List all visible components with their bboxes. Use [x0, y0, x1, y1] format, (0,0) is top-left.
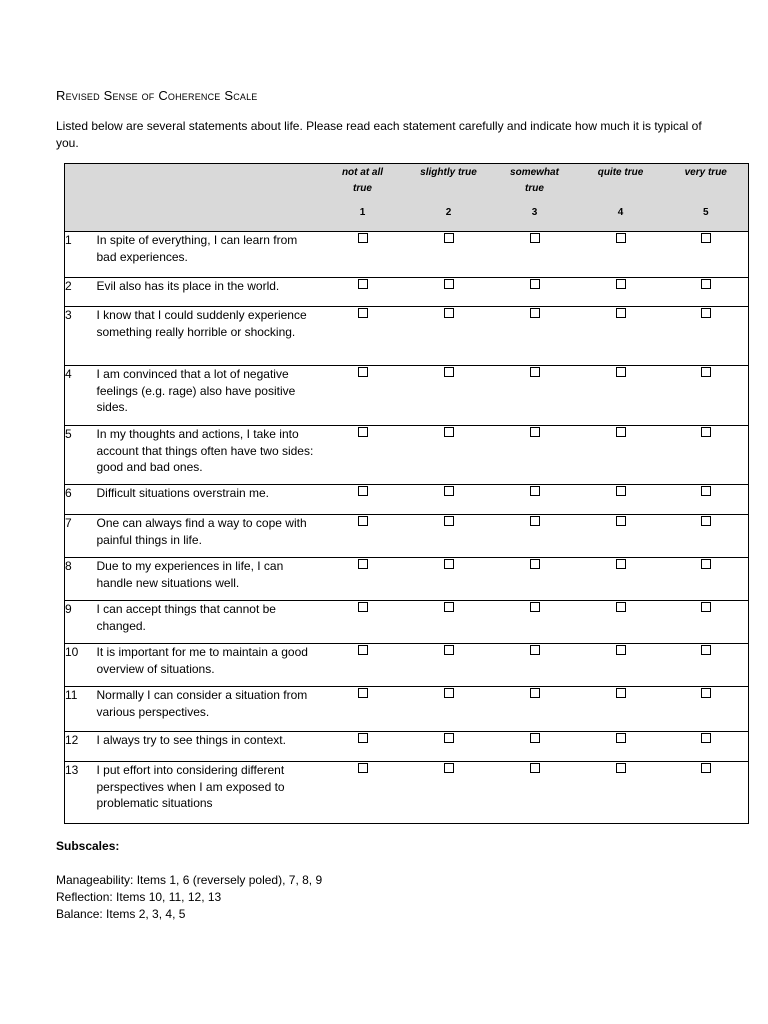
- column-header-4: [578, 164, 664, 232]
- item-number: 7: [65, 515, 97, 558]
- rating-checkbox-3[interactable]: [530, 733, 540, 743]
- rating-cell: [664, 366, 749, 426]
- rating-cell: [578, 307, 664, 366]
- rating-checkbox-4[interactable]: [616, 763, 626, 773]
- table-row: [65, 307, 749, 366]
- rating-cell: [664, 232, 749, 278]
- rating-checkbox-5[interactable]: [701, 559, 711, 569]
- item-statement: Normally I can consider a situation from various perspectives.: [97, 687, 320, 732]
- item-statement: Due to my experiences in life, I can handle new situations well.: [97, 558, 320, 601]
- subscales-list: [56, 872, 322, 923]
- rating-checkbox-4[interactable]: [616, 233, 626, 243]
- rating-cell: [320, 558, 406, 601]
- rating-cell: [578, 762, 664, 824]
- table-row: [65, 687, 749, 732]
- item-statement: I am convinced that a lot of negative feelings (e.g. rage) also have positive sides.: [97, 366, 320, 426]
- item-number: 2: [65, 278, 97, 307]
- rating-checkbox-3[interactable]: [530, 367, 540, 377]
- item-rows: [65, 232, 749, 824]
- rating-checkbox-5[interactable]: [701, 602, 711, 612]
- item-number: 9: [65, 601, 97, 644]
- column-number: 2: [445, 207, 452, 218]
- rating-checkbox-5[interactable]: [701, 367, 711, 377]
- rating-cell: [664, 687, 749, 732]
- rating-checkbox-3[interactable]: [530, 308, 540, 318]
- rating-cell: [320, 644, 406, 687]
- rating-checkbox-5[interactable]: [701, 645, 711, 655]
- rating-cell: [320, 732, 406, 762]
- rating-checkbox-1[interactable]: [358, 367, 368, 377]
- rating-checkbox-3[interactable]: [530, 688, 540, 698]
- document-title: Revised Sense of Coherence Scale: [56, 88, 258, 103]
- rating-checkbox-3[interactable]: [530, 763, 540, 773]
- rating-cell: [578, 558, 664, 601]
- column-number: 1: [359, 207, 366, 218]
- rating-cell: [320, 278, 406, 307]
- rating-checkbox-2[interactable]: [444, 233, 454, 243]
- item-number: 1: [65, 232, 97, 278]
- rating-cell: [492, 558, 578, 601]
- rating-checkbox-3[interactable]: [530, 516, 540, 526]
- rating-cell: [406, 644, 492, 687]
- rating-cell: [578, 485, 664, 515]
- rating-checkbox-1[interactable]: [358, 763, 368, 773]
- rating-checkbox-5[interactable]: [701, 763, 711, 773]
- rating-checkbox-3[interactable]: [530, 645, 540, 655]
- rating-checkbox-3[interactable]: [530, 427, 540, 437]
- rating-checkbox-4[interactable]: [616, 733, 626, 743]
- rating-cell: [664, 762, 749, 824]
- item-number: 13: [65, 762, 97, 824]
- rating-cell: [492, 762, 578, 824]
- item-statement: It is important for me to maintain a good overview of situations.: [97, 644, 320, 687]
- rating-cell: [406, 558, 492, 601]
- column-label: quite true: [597, 167, 644, 178]
- rating-cell: [406, 232, 492, 278]
- column-label: not at all true: [341, 167, 384, 194]
- rating-checkbox-1[interactable]: [358, 279, 368, 289]
- rating-checkbox-5[interactable]: [701, 233, 711, 243]
- column-number: 4: [617, 207, 624, 218]
- rating-cell: [406, 732, 492, 762]
- subscale-line-manageability: Manageability: Items 1, 6 (reversely poled), 7, 8, 9: [56, 873, 323, 887]
- column-header-5: [664, 164, 749, 232]
- rating-cell: [578, 232, 664, 278]
- item-statement: Evil also has its place in the world.: [97, 278, 320, 307]
- rating-checkbox-1[interactable]: [358, 486, 368, 496]
- rating-cell: [320, 687, 406, 732]
- table-row: [65, 515, 749, 558]
- rating-cell: [406, 601, 492, 644]
- rating-checkbox-4[interactable]: [616, 367, 626, 377]
- rating-cell: [320, 426, 406, 485]
- rating-checkbox-1[interactable]: [358, 427, 368, 437]
- table-row: [65, 762, 749, 824]
- rating-cell: [664, 426, 749, 485]
- rating-checkbox-4[interactable]: [616, 559, 626, 569]
- rating-cell: [492, 515, 578, 558]
- rating-checkbox-3[interactable]: [530, 233, 540, 243]
- rating-checkbox-1[interactable]: [358, 516, 368, 526]
- rating-checkbox-2[interactable]: [444, 516, 454, 526]
- subscales-heading: Subscales:: [56, 839, 120, 853]
- header-blank-cell: [97, 164, 320, 232]
- header-blank-cell: [65, 164, 97, 232]
- item-statement: In spite of everything, I can learn from bad experiences.: [97, 232, 320, 278]
- rating-cell: [664, 278, 749, 307]
- rating-checkbox-5[interactable]: [701, 427, 711, 437]
- rating-checkbox-2[interactable]: [444, 308, 454, 318]
- rating-cell: [320, 366, 406, 426]
- item-number: 4: [65, 366, 97, 426]
- column-label: slightly true: [420, 167, 477, 178]
- rating-checkbox-4[interactable]: [616, 308, 626, 318]
- rating-cell: [406, 426, 492, 485]
- rating-checkbox-5[interactable]: [701, 516, 711, 526]
- table-row: [65, 644, 749, 687]
- table-row: [65, 426, 749, 485]
- table-row: [65, 278, 749, 307]
- rating-cell: [492, 485, 578, 515]
- subscale-line-balance: Balance: Items 2, 3, 4, 5: [56, 907, 186, 921]
- column-header-3: [492, 164, 578, 232]
- table-header-row: [65, 164, 749, 232]
- rating-cell: [664, 601, 749, 644]
- rating-checkbox-1[interactable]: [358, 733, 368, 743]
- rating-checkbox-4[interactable]: [616, 486, 626, 496]
- rating-cell: [664, 644, 749, 687]
- item-statement: I can accept things that cannot be changed.: [97, 601, 320, 644]
- rating-cell: [664, 732, 749, 762]
- rating-cell: [492, 601, 578, 644]
- rating-cell: [664, 515, 749, 558]
- rating-cell: [406, 485, 492, 515]
- rating-checkbox-5[interactable]: [701, 486, 711, 496]
- rating-checkbox-4[interactable]: [616, 602, 626, 612]
- table-row: [65, 732, 749, 762]
- rating-checkbox-2[interactable]: [444, 367, 454, 377]
- rating-cell: [578, 426, 664, 485]
- rating-checkbox-3[interactable]: [530, 559, 540, 569]
- rating-cell: [406, 687, 492, 732]
- rating-cell: [320, 762, 406, 824]
- item-statement: Difficult situations overstrain me.: [97, 485, 320, 515]
- rating-checkbox-2[interactable]: [444, 279, 454, 289]
- rating-cell: [492, 732, 578, 762]
- rating-checkbox-4[interactable]: [616, 688, 626, 698]
- rating-checkbox-2[interactable]: [444, 763, 454, 773]
- rating-cell: [492, 644, 578, 687]
- rating-cell: [406, 762, 492, 824]
- rating-cell: [664, 558, 749, 601]
- rating-checkbox-1[interactable]: [358, 559, 368, 569]
- rating-checkbox-1[interactable]: [358, 233, 368, 243]
- table-row: [65, 485, 749, 515]
- rating-checkbox-2[interactable]: [444, 688, 454, 698]
- rating-cell: [578, 601, 664, 644]
- column-header-2: [406, 164, 492, 232]
- item-statement: I always try to see things in context.: [97, 732, 320, 762]
- column-number: 5: [702, 207, 709, 218]
- rating-cell: [664, 485, 749, 515]
- rating-checkbox-1[interactable]: [358, 308, 368, 318]
- rating-checkbox-3[interactable]: [530, 602, 540, 612]
- subscale-line-reflection: Reflection: Items 10, 11, 12, 13: [56, 890, 222, 904]
- rating-checkbox-5[interactable]: [701, 733, 711, 743]
- rating-cell: [320, 232, 406, 278]
- rating-checkbox-2[interactable]: [444, 602, 454, 612]
- rating-checkbox-1[interactable]: [358, 645, 368, 655]
- rating-checkbox-2[interactable]: [444, 733, 454, 743]
- rating-cell: [578, 732, 664, 762]
- item-number: 3: [65, 307, 97, 366]
- rating-checkbox-1[interactable]: [358, 602, 368, 612]
- item-number: 11: [65, 687, 97, 732]
- rating-cell: [492, 307, 578, 366]
- item-number: 12: [65, 732, 97, 762]
- rating-checkbox-1[interactable]: [358, 688, 368, 698]
- rating-checkbox-2[interactable]: [444, 427, 454, 437]
- rating-cell: [492, 426, 578, 485]
- item-number: 8: [65, 558, 97, 601]
- instructions-text: Listed below are several statements about life. Please read each statement carefully and indicate how much it is typical of you.: [56, 119, 702, 150]
- rating-cell: [578, 644, 664, 687]
- rating-checkbox-5[interactable]: [701, 279, 711, 289]
- rating-cell: [578, 687, 664, 732]
- rating-cell: [664, 307, 749, 366]
- rating-cell: [320, 601, 406, 644]
- rating-cell: [406, 515, 492, 558]
- rating-cell: [492, 687, 578, 732]
- table-row: [65, 601, 749, 644]
- column-number: 3: [531, 207, 538, 218]
- rating-checkbox-5[interactable]: [701, 688, 711, 698]
- rating-checkbox-4[interactable]: [616, 516, 626, 526]
- rating-checkbox-4[interactable]: [616, 279, 626, 289]
- rating-checkbox-2[interactable]: [444, 645, 454, 655]
- rating-cell: [406, 307, 492, 366]
- rating-cell: [406, 278, 492, 307]
- item-statement: I know that I could suddenly experience something really horrible or shocking.: [97, 307, 320, 366]
- rating-cell: [578, 515, 664, 558]
- rating-cell: [578, 366, 664, 426]
- rating-cell: [492, 366, 578, 426]
- rating-cell: [406, 366, 492, 426]
- rating-checkbox-3[interactable]: [530, 486, 540, 496]
- rating-cell: [320, 485, 406, 515]
- item-statement: One can always find a way to cope with painful things in life.: [97, 515, 320, 558]
- rating-cell: [492, 232, 578, 278]
- rating-checkbox-3[interactable]: [530, 279, 540, 289]
- table-row: [65, 558, 749, 601]
- table-row: [65, 366, 749, 426]
- column-header-1: [320, 164, 406, 232]
- item-statement: I put effort into considering different perspectives when I am exposed to problematic situations: [97, 762, 320, 824]
- rating-cell: [492, 278, 578, 307]
- rating-cell: [320, 307, 406, 366]
- rating-checkbox-2[interactable]: [444, 486, 454, 496]
- item-number: 6: [65, 485, 97, 515]
- item-statement: In my thoughts and actions, I take into account that things often have two sides: good and bad ones.: [97, 426, 320, 485]
- item-number: 10: [65, 644, 97, 687]
- rating-scale-table: [64, 163, 749, 824]
- rating-checkbox-4[interactable]: [616, 645, 626, 655]
- rating-checkbox-2[interactable]: [444, 559, 454, 569]
- rating-cell: [320, 515, 406, 558]
- column-label: somewhat true: [510, 167, 559, 194]
- column-label: very true: [684, 167, 727, 178]
- table-row: [65, 232, 749, 278]
- rating-checkbox-4[interactable]: [616, 427, 626, 437]
- rating-checkbox-5[interactable]: [701, 308, 711, 318]
- item-number: 5: [65, 426, 97, 485]
- rating-cell: [578, 278, 664, 307]
